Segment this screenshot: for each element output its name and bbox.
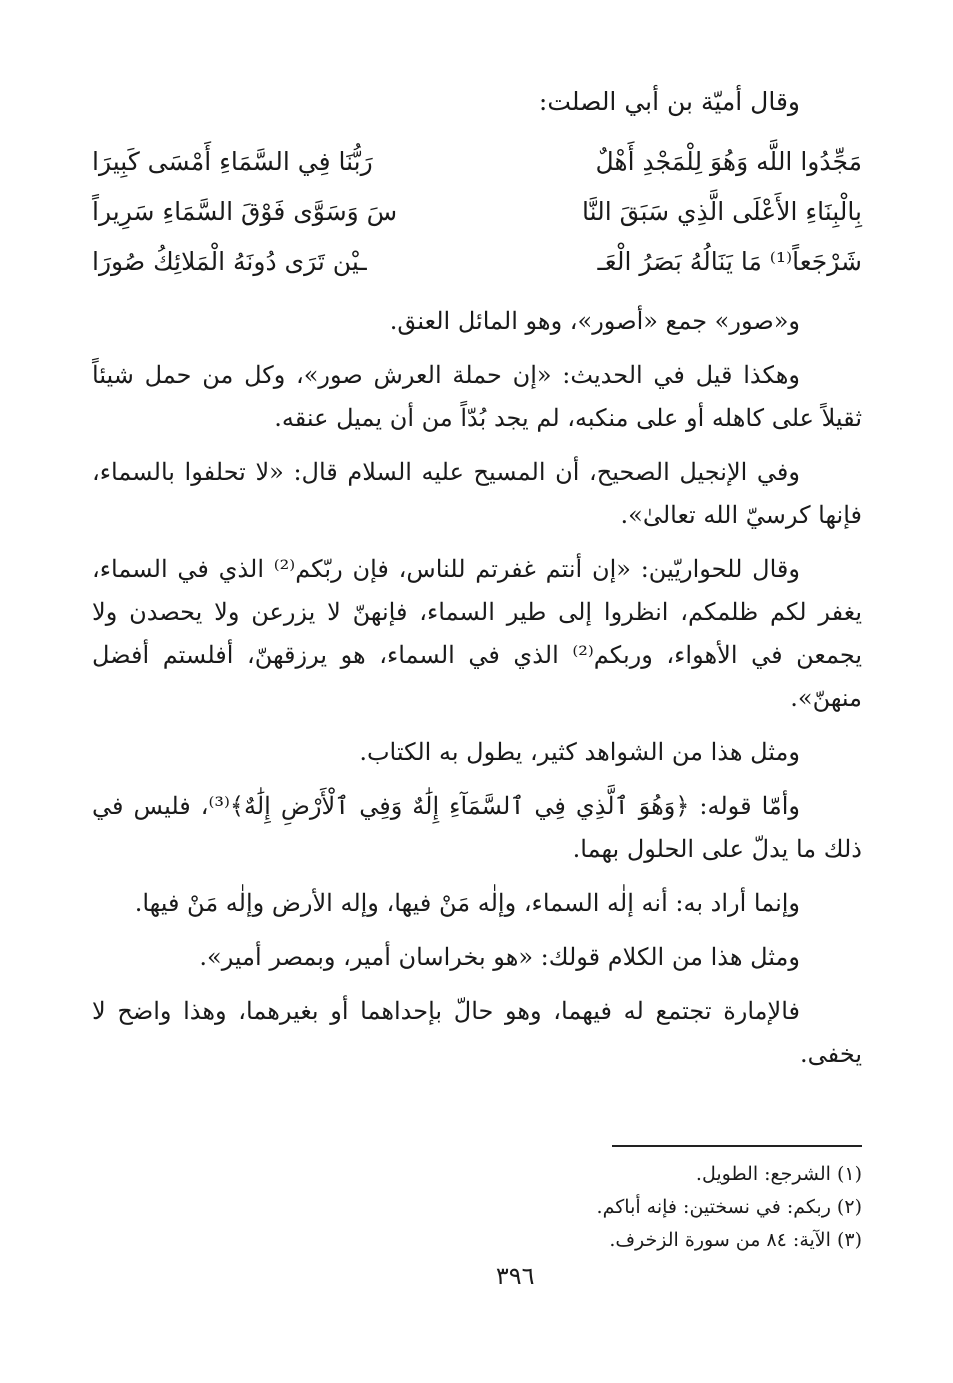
- poem: [92, 142, 862, 292]
- verse-second-hemistich: سَ وَسَوَّى فَوْقَ السَّمَاءِ سَرِيراً: [92, 197, 398, 226]
- paragraph: وهكذا قيل في الحديث: «إن حملة العرش صور»، وكل من حمل شيئاً ثقيلاً على كاهله أو على منكبه، لم يجد بُدّاً من أن يميل عنقه.: [92, 361, 862, 432]
- verse-second-hemistich: رَبُّنَا فِي السَّمَاءِ أَمْسَى كَبِيرَا: [92, 147, 373, 176]
- footnote: (٢) ربكم: في نسختين: فإنه أباكم.: [596, 1196, 862, 1218]
- paragraph: ومثل هذا من الكلام قولك: «هو بخراسان أمير، وبمصر أمير».: [199, 943, 800, 971]
- poem-verse: [92, 192, 862, 242]
- poem-introduction: وقال أميّة بن أبي الصلت:: [538, 87, 800, 116]
- verse-first-hemistich: مَجِّدُوا اللَّه وَهُوَ لِلْمَجْدِ أَهْلٌ: [595, 147, 862, 176]
- paragraph: وأمّا قوله: ﴿وَهُوَ ٱلَّذِي فِي ٱلسَّمَآءِ إِلَٰهٌ وَفِي ٱلْأَرْضِ إِلَٰهٌ﴾⁽³⁾، فليس في ذلك ما يدلّ على الحلول بهما.: [92, 792, 862, 863]
- page-number: ٣٩٦: [495, 1262, 535, 1290]
- poem-verse: [92, 242, 862, 292]
- footnote: (٣) الآية: ٨٤ من سورة الزخرف.: [609, 1229, 862, 1251]
- book-page: [92, 70, 862, 1370]
- paragraph: فالإمارة تجتمع له فيهما، وهو حالّ بإحداهما أو بغيرهما، وهذا واضح لا يخفى.: [92, 997, 862, 1068]
- paragraph: و«صور» جمع «أصور»، وهو المائل العنق.: [389, 307, 800, 335]
- verse-first-hemistich: بِالْبِنَاءِ الأَعْلَى الَّذِي سَبَقَ النَّا: [582, 197, 862, 226]
- paragraph: ومثل هذا من الشواهد كثير، يطول به الكتاب.: [359, 738, 800, 766]
- verse-second-hemistich: ـيْن تَرَى دُونَهُ الْمَلائِكُ صُورَا: [92, 247, 367, 276]
- footnote: (١) الشرجع: الطويل.: [695, 1163, 862, 1185]
- footnote-divider: [612, 1145, 862, 1147]
- main-text: [92, 300, 862, 1087]
- verse-first-hemistich: شَرْجَعاً⁽¹⁾ مَا يَنَالُهُ بَصَرُ الْعَـ: [597, 247, 862, 276]
- footnotes: [92, 1158, 862, 1257]
- paragraph: وفي الإنجيل الصحيح، أن المسيح عليه السلام قال: «لا تحلفوا بالسماء، فإنها كرسيّ الله تعالىٰ».: [92, 458, 862, 529]
- poem-verse: [92, 142, 862, 192]
- paragraph: وإنما أراد به: أنه إلٰه السماء، وإلٰه مَنْ فيها، وإله الأرض وإلٰه مَنْ فيها.: [134, 889, 800, 917]
- paragraph: وقال للحواريّين: «إن أنتم غفرتم للناس، فإن ربّكم⁽²⁾ الذي في السماء، يغفر لكم ظلمكم، انظروا إلى طير السماء، فإنهنّ لا يزرعن ولا يحصدن ولا يجمعن في الأهواء، وربكم⁽²⁾ الذي في السماء، هو يرزقهنّ، أفلستم أفضل منهنّ».: [92, 555, 863, 712]
